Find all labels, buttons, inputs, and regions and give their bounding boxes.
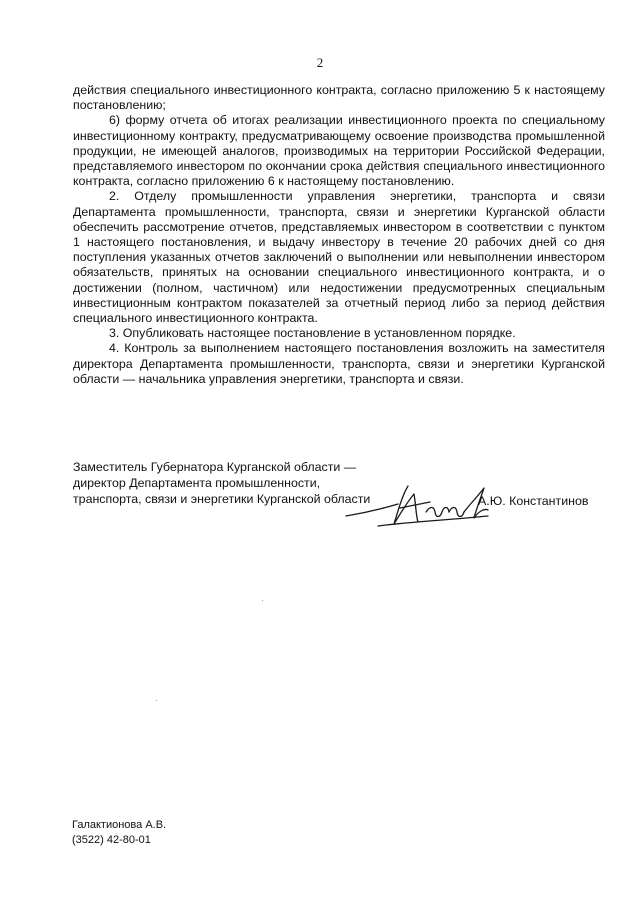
signatory-title-line-3: транспорта, связи и энергетики Курганской области <box>73 492 371 506</box>
document-body <box>73 83 605 387</box>
paragraph-continuation: действия специального инвестиционного контракта, согласно приложению 5 к настоящему постановлению; <box>73 83 605 113</box>
executor-info <box>72 818 166 847</box>
executor-phone: (3522) 42-80-01 <box>72 833 151 846</box>
paragraph-item-3: 3. Опубликовать настоящее постановление в установленном порядке. <box>109 326 516 341</box>
paragraph-item-4: 4. Контроль за выполнением настоящего постановления возложить на заместителя директора Департамента промышленности, транспорта, связи и энергетики Курганской области — начальника управления энергетики, транспорта и связи. <box>73 341 605 386</box>
page-number: 2 <box>316 55 324 70</box>
paragraph-item-6: 6) форму отчета об итогах реализации инвестиционного проекта по специальному инвестиционному контракту, предусматривающему освоение производства промышленной продукции, не имеющей аналогов, производимых на территории Российской Федерации, представляемого инвестором по окончании срока действия специального инвестиционного контракта, согласно приложению 6 к настоящему постановлению. <box>73 113 605 189</box>
signatory-title-line-1: Заместитель Губернатора Курганской области — <box>73 460 357 474</box>
scan-speck <box>156 700 157 701</box>
scan-speck <box>262 600 263 601</box>
signatory-name: А.Ю. Константинов <box>478 494 589 508</box>
signatory-title-line-2: директор Департамента промышленности, <box>73 476 321 490</box>
executor-name: Галактионова А.В. <box>72 819 167 831</box>
paragraph-item-2: 2. Отделу промышленности управления энергетики, транспорта и связи Департамента промышленности, транспорта, связи и энергетики Курганской области обеспечить рассмотрение отчетов, представляемых инвестором в соответствии с пунктом 1 настоящего постановления, и выдачу инвестору в течение 20 рабочих дней со дня поступления указанных отчетов заключений о выполнении или невыполнении инвестором обязательств, принятых на основании специального инвестиционного контракта, и о достижении (полном, частичном) или недостижении предусмотренных специальным инвестиционным контрактом показателей за отчетный период либо за период действия специального инвестиционного контракта. <box>73 189 605 326</box>
